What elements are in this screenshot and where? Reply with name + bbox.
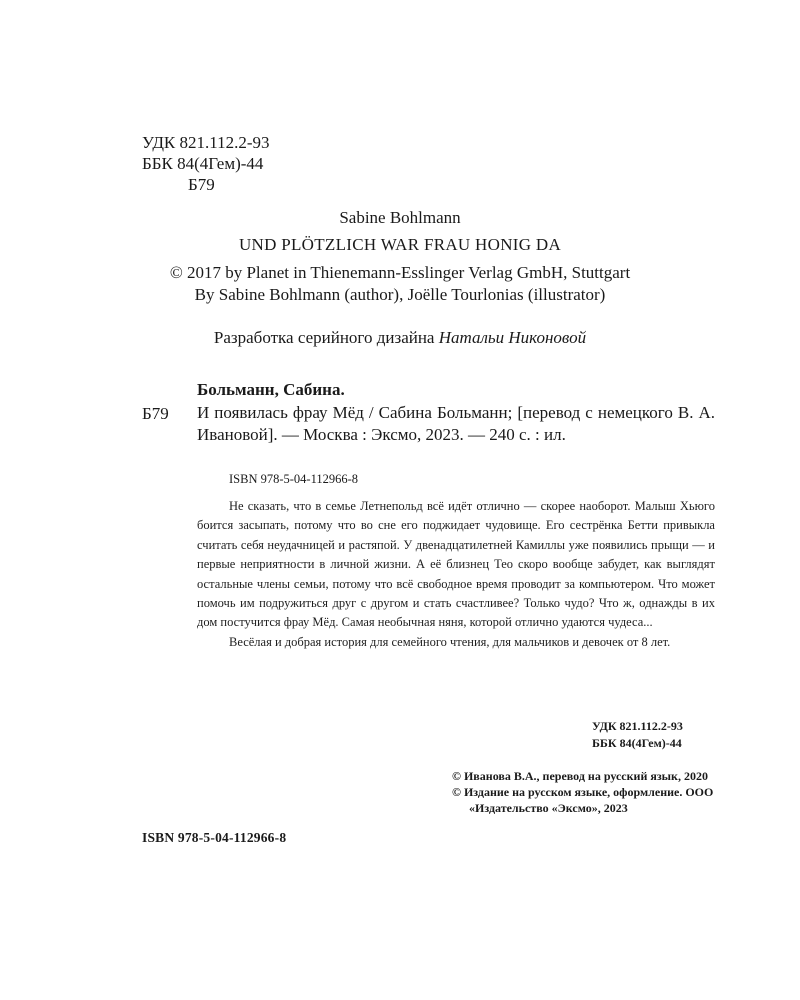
original-author: Sabine Bohlmann <box>339 208 461 227</box>
design-credit-name: Натальи Никоновой <box>438 328 587 347</box>
original-copyright-line-1: © 2017 by Planet in Thienemann-Esslinger Verlag GmbH, Stuttgart <box>169 263 631 282</box>
copyright-translation: © Иванова В.А., перевод на русский язык, 2020 <box>452 769 708 783</box>
udk-block-bottom <box>592 718 683 752</box>
copyright-list <box>452 768 722 816</box>
design-credit <box>0 328 800 348</box>
record-code: Б79 <box>142 404 169 423</box>
original-copyright-line-2: By Sabine Bohlmann (author), Joëlle Tourlonias (illustrator) <box>194 285 606 304</box>
record-description: И появилась фрау Мёд / Сабина Больманн; [перевод с немецкого В. А. Ивановой]. — Москва : Эксмо, 2023. — 240 с. : ил. <box>197 403 715 444</box>
copyright-edition: © Издание на русском языке, оформление. ООО «Издательство «Эксмо», 2023 <box>452 785 714 815</box>
udk-block <box>142 132 270 195</box>
record-isbn: ISBN 978-5-04-112966-8 <box>229 472 359 486</box>
author-sign: Б79 <box>188 175 215 194</box>
original-title: UND PLÖTZLICH WAR FRAU HONIG DA <box>238 235 562 254</box>
bbk-code-bottom: ББК 84(4Гем)-44 <box>592 736 682 750</box>
annotation-paragraph-1: Не сказать, что в семье Летнепольд всё идёт отлично — скорее наоборот. Малыш Хьюго боится засыпать, потому что во сне его поджидает чудовище. Его сестрёнка Бетти привыкла считать себя неудачницей и растяпой. У двенадцатилетней Камиллы уже появились прыщи — и первые неприятности в личной жизни. А её близнец Тео скоро вообще забудет, как выглядят остальные члены семьи, потому что всё свободное время проводит за компьютером. Что может помочь им подружиться друг с другом и стать счастливее? Только чудо? Что ж, однажды в их дом постучится фрау Мёд. Самая необычная няня, которой отлично удаются чудеса... <box>197 499 715 630</box>
original-copyright <box>0 262 800 306</box>
annotation-paragraph-2: Весёлая и добрая история для семейного чтения, для мальчиков и девочек от 8 лет. <box>229 634 671 649</box>
bbk-code: ББК 84(4Гем)-44 <box>142 154 264 173</box>
annotation <box>197 497 715 652</box>
isbn-bottom: ISBN 978-5-04-112966-8 <box>142 830 287 845</box>
udk-code-bottom: УДК 821.112.2-93 <box>592 719 683 733</box>
udk-code: УДК 821.112.2-93 <box>142 133 270 152</box>
design-credit-prefix: Разработка серийного дизайна <box>213 328 439 347</box>
record-author-heading: Больманн, Сабина. <box>197 380 345 399</box>
